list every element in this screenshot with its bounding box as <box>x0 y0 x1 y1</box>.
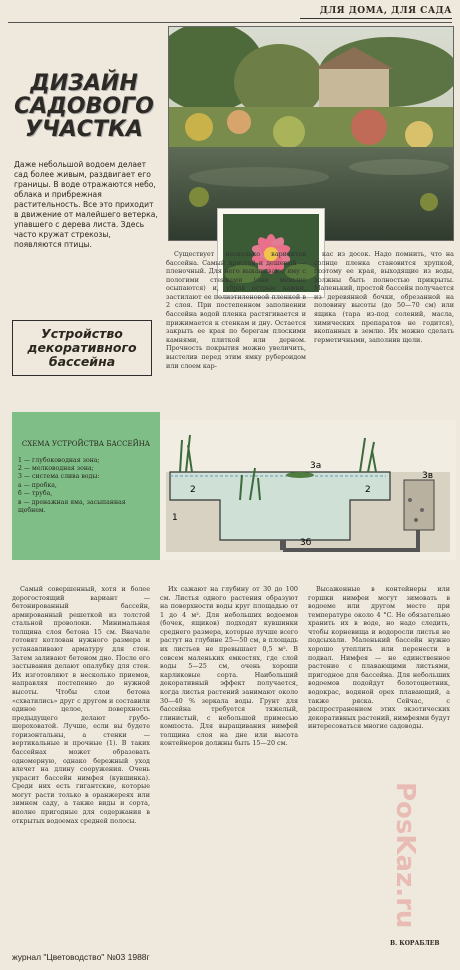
legend-item: 1 — глубоководная зона; <box>18 456 100 464</box>
source-footer: журнал "Цветоводство" №03 1988г <box>12 952 150 962</box>
legend-item: а — пробка, <box>18 481 57 489</box>
diagram-label: 1 <box>172 513 178 523</box>
diagram-label: 3в <box>422 471 434 481</box>
column-paragraph: кас из досок. Надо помнить, что на солнце пленка становится хрупкой, поэтому ее края, выходящие из воды, должны быть полностью прикрыты. Маленький, простой бассейн получается из деревянной бочки, обрезанной на половину высоты (до 50—70 см) или ящика (тара из-под солений, масла, химических препаратов не годится), вкопанных в землю. Их можно сделать герметичными, заполнив щели. <box>314 250 454 344</box>
title-line: УЧАСТКА <box>25 117 143 143</box>
section-header: ДЛЯ ДОМА, ДЛЯ САДА <box>300 6 452 19</box>
pool-cross-section-diagram <box>160 420 456 560</box>
watermark: PosKaz.ru <box>390 781 420 929</box>
pool-diagram-svg <box>160 420 456 560</box>
body-paragraph: Самый совершенный, хотя и более дорогостоящий вариант — бетонированный бассейн, армированный решеткой из толстой стальной проволоки. Минимальная толщина слоя бетона 15 см. Вначале готовят котлован нужного размера и устанавливают арматуру для стен. Затем заливают бетоном дно. После его застывания делают опалубку для стен. Их изготовляют в несколько приемов, направляя постепенно до нужной высоты. Чтобы слои бетона «схватились» друг с другом и составили единое целое, поверхность предыдущего делают грубо-шероховатой. Лучше, если вы будете горизонтальны, а стенки — вертикальные и прочные (1). В таких бассейнах может образовать одномерную, однако бережный уход влечет на длину сооружения. Очень украсит бассейн нимфея (кувшинка). Среди них есть гигантские, которые могут расти только в оранжереях или зимнем саду, а также виды и сорта, вполне пригодные для содержания в открытых водоемах средней полосы. <box>12 585 150 825</box>
legend-item: в — дренажная яма, засыпанная щебнем. <box>18 498 126 514</box>
title-line: САДОВОГО <box>14 94 154 120</box>
section-title-box <box>12 320 152 376</box>
legend-item: 2 — мелководная зона; <box>18 465 94 473</box>
diagram-label: 3б <box>300 538 312 548</box>
body-column-2 <box>160 585 298 748</box>
body-column-3 <box>308 585 450 731</box>
intro-text: Даже небольшой водоем делает сад более живым, раздвигает его границы. В воде отражаются небо, облака и прибрежная растительность. Все это приходит в движение от малейшего ветерка, упавшего с дерева листа. Здесь часто кружат стрекозы, появляются птицы. <box>14 160 158 250</box>
body-column-1 <box>12 585 150 825</box>
title-line: ДИЗАЙН <box>30 71 138 96</box>
diagram-legend <box>12 412 160 560</box>
text-column-1 <box>166 250 306 370</box>
legend-item: 3 — система слива воды: <box>18 473 100 481</box>
diagram-label: 3а <box>310 461 322 471</box>
header-rule <box>8 22 452 23</box>
author-signature: В. КОРАБЛЕВ <box>390 940 440 947</box>
legend-item: б — труба, <box>18 490 53 498</box>
column-paragraph: Существует несколько вариантов бассейна. Самый простой и дешевый — пленочный. Для него выкапывают яму с пологими стенками (они меньше осыпаются) и, убрав острые камни, застилают ее полиэтиленовой пленкой в 2 слоя. При постепенном заполнении бассейна водой пленка растягивается и прижимается к стенкам и дну. Остается закрыть ее края по берегам плоскими камнями, плиткой или дерном. Прочность покрытия можно увеличить, выстелив перед этим ямку рубероидом или слоем кар- <box>166 250 306 370</box>
body-paragraph: Их сажают на глубину от 30 до 100 см. Листья одного растения образуют на поверхности воды круг площадью от 1 до 4 м². Для небольших водоемов (бочек, ящиков) подходят кувшинки среднего размера, которые лучше всего растут на глубине 25—50 см, в площадь их листьев не превышает 0,5 м². В совсем маленьких емкостях, где слой воды 5—25 см, очень хороши карликовые сорта. Наибольший декоративный эффект получается, когда листья растений занимают около 30—40 % зеркала воды. Грунт для бассейна требуется тяжелый, глинистый, с небольшой примесью компоста. Для выращивания нимфей толщина слоя на дне или высота контейнеров должны быть 15—20 см. <box>160 585 298 748</box>
text-column-2 <box>314 250 454 344</box>
article-title <box>14 72 154 141</box>
diagram-label: 2 <box>190 485 196 495</box>
diagram-label: 2 <box>365 485 371 495</box>
section-title: Устройство декоративного бассейна <box>27 326 137 369</box>
body-paragraph: Высаженные в контейнеры или горшки нимфеи могут зимовать в водоеме или другом месте при температуре около 4 °C. Не обязательно хранить их в воде, но надо следить, чтобы корневища и водоросли листья не подсыхали. Маленький бассейн нужно хорошо утеплить или перенести в подвал. Нимфея — не единственное растение с плавающими листьями, пригодное для бассейна. Для небольших водоемов подойдут болотоцветник, водокрас, водяной орех плавающий, а также ряска. Сейчас, с распространением этих экзотических декоративных растений, нимфеями будут интересоваться многие садоводы. <box>308 585 450 731</box>
legend-title: СХЕМА УСТРОЙСТВА БАССЕЙНА <box>21 440 151 448</box>
